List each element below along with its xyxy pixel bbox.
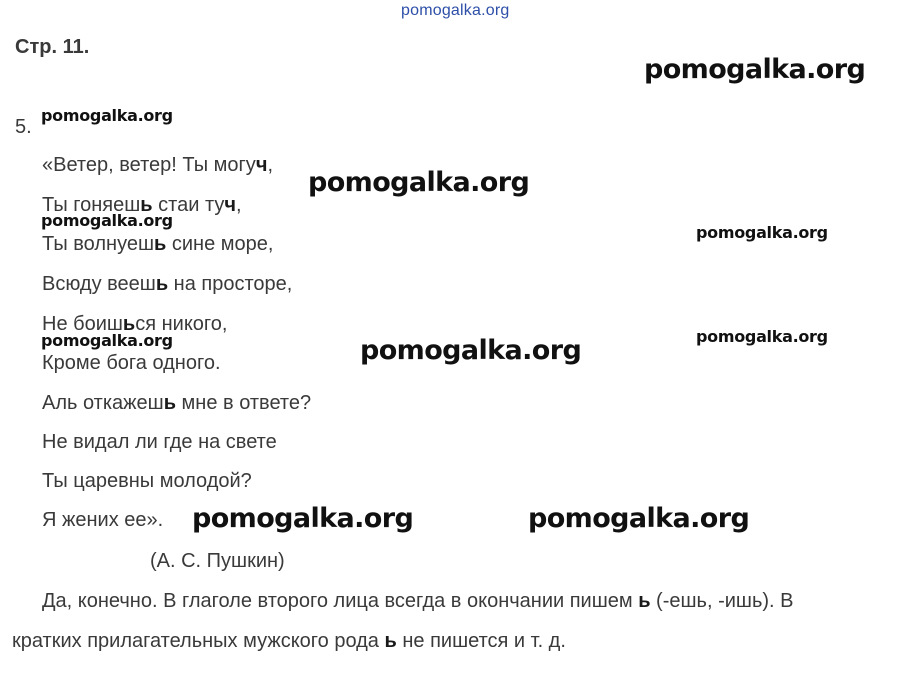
poem-line-10: Я жених ее». [42, 509, 164, 531]
task-number: 5. [15, 116, 32, 138]
answer-line-1: Да, конечно. В глаголе второго лица всегда в окончании пишем ь (-ешь, -ишь). В [42, 590, 794, 612]
watermark: pomogalka.org [41, 211, 173, 230]
poem-line-1: «Ветер, ветер! Ты могуч, [42, 154, 273, 176]
watermark: pomogalka.org [360, 335, 582, 366]
poem-line-3: Ты волнуешь сине море, [42, 233, 274, 255]
poem-line-9: Ты царевны молодой? [42, 470, 252, 492]
poem-line-2: Ты гоняешь стаи туч, [42, 194, 242, 216]
watermark: pomogalka.org [41, 106, 173, 125]
answer-line-2: кратких прилагательных мужского рода ь не пишется и т. д. [12, 630, 566, 652]
watermark: pomogalka.org [644, 54, 866, 85]
watermark: pomogalka.org [41, 331, 173, 350]
page-number: Стр. 11. [15, 36, 90, 58]
poem-line-7: Аль откажешь мне в ответе? [42, 392, 312, 414]
poem-line-8: Не видал ли где на свете [42, 431, 277, 453]
site-url[interactable]: pomogalka.org [401, 2, 510, 19]
poem-author: (А. С. Пушкин) [150, 550, 285, 572]
watermark: pomogalka.org [696, 327, 828, 346]
poem-line-6: Кроме бога одного. [42, 352, 221, 374]
watermark: pomogalka.org [696, 223, 828, 242]
watermark: pomogalka.org [308, 167, 530, 198]
poem-line-4: Всюду веешь на просторе, [42, 273, 293, 295]
watermark: pomogalka.org [528, 503, 750, 534]
watermark: pomogalka.org [192, 503, 414, 534]
poem-line-5: Не боишься никого, [42, 313, 228, 335]
